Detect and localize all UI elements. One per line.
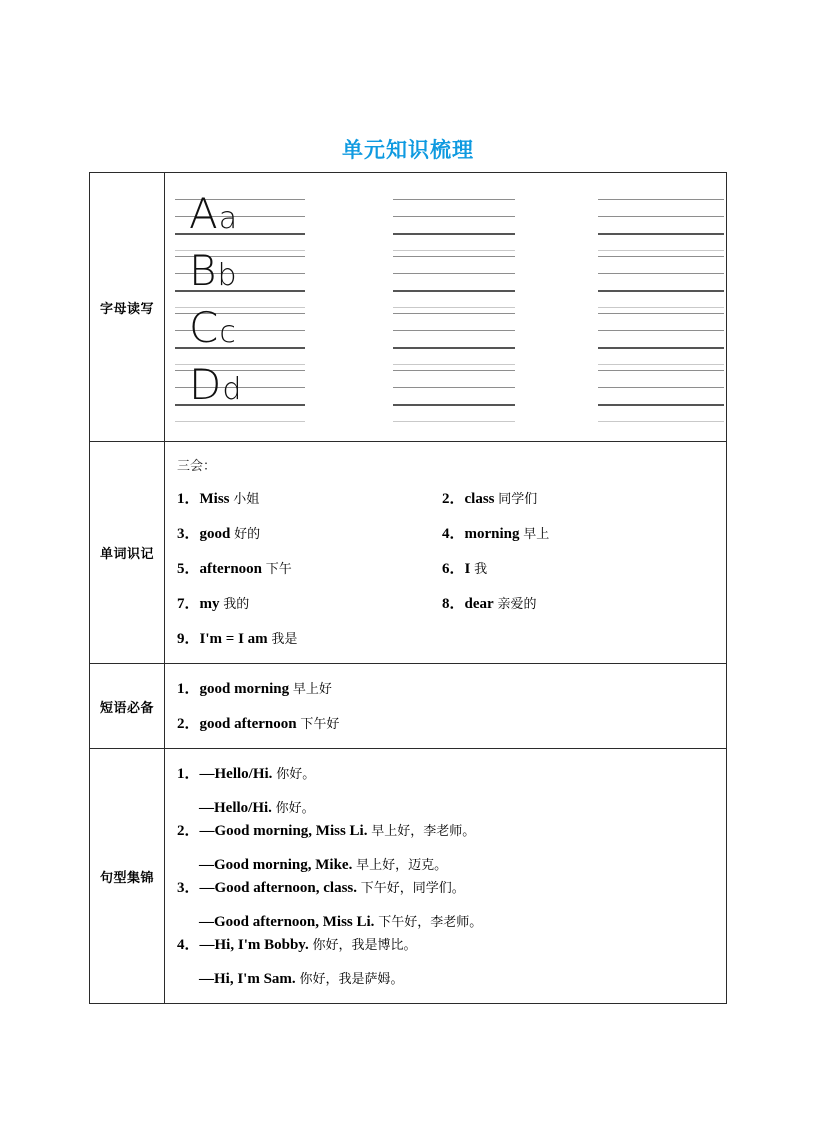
item-english: —Good afternoon, class. (199, 880, 358, 896)
item-number: 2． (177, 716, 200, 732)
vocabulary-row (177, 522, 726, 543)
handwriting-line-group[interactable] (598, 310, 724, 367)
handwriting-line-group[interactable] (393, 253, 515, 310)
vocabulary-item (177, 627, 442, 648)
item-english: I'm = I am (199, 631, 268, 647)
guide-line-mid (393, 330, 515, 331)
sentences-cell (165, 749, 727, 1004)
guide-line-baseline (598, 290, 724, 292)
item-number: 4． (442, 526, 465, 542)
letter-glyph-a: Aa (189, 189, 239, 238)
vocabulary-row (177, 627, 726, 648)
sentence-group (177, 876, 726, 931)
item-english: —Hello/Hi. (199, 766, 273, 782)
item-english: morning (464, 526, 520, 542)
row-label-letter-practice: 字母读写 (90, 173, 165, 442)
letter-practice-columns (165, 184, 726, 430)
letter-glyph-c: Cc (189, 303, 237, 352)
item-number: 1． (177, 681, 200, 697)
item-chinese: 小姐 (233, 492, 260, 507)
guide-line-descender (598, 364, 724, 365)
page-title: 单元知识梳理 (342, 138, 474, 162)
sentence-line (177, 797, 726, 817)
item-chinese: 你好。 (276, 767, 316, 782)
guide-line-top (598, 370, 724, 371)
vocabulary-row (177, 487, 726, 508)
sentence-line (177, 762, 726, 783)
item-chinese: 下午 (265, 562, 292, 577)
item-english: —Good morning, Miss Li. (199, 823, 368, 839)
guide-line-descender (175, 421, 305, 422)
vocabulary-row (177, 557, 726, 578)
guide-line-mid (598, 273, 724, 274)
phrases-content (165, 664, 726, 748)
vocabulary-item (442, 592, 707, 613)
item-number: 3． (177, 526, 200, 542)
handwriting-line-group[interactable] (598, 253, 724, 310)
guide-line-baseline (393, 290, 515, 292)
handwriting-line-group[interactable] (393, 367, 515, 424)
item-english: dear (464, 596, 494, 612)
vocabulary-item (177, 592, 442, 613)
item-english: I (464, 561, 471, 577)
item-chinese: 我是 (271, 632, 298, 647)
item-chinese: 我 (474, 562, 488, 577)
item-english: Miss (199, 491, 230, 507)
guide-line-top (598, 313, 724, 314)
letter-column-filled (175, 189, 305, 420)
guide-line-descender (393, 364, 515, 365)
item-chinese: 你好，我是萨姆。 (299, 972, 404, 987)
item-number: 7． (177, 596, 200, 612)
guide-line-mid (598, 387, 724, 388)
sentence-group (177, 933, 726, 988)
guide-line-top (598, 256, 724, 257)
item-chinese: 下午好，同学们。 (360, 881, 465, 896)
item-chinese: 早上 (523, 527, 550, 542)
vocabulary-item (442, 487, 707, 508)
handwriting-line-group[interactable] (598, 196, 724, 253)
item-chinese: 早上好，李老师。 (371, 824, 476, 839)
guide-line-baseline (598, 347, 724, 349)
guide-line-mid (393, 273, 515, 274)
letter-column-blank-2[interactable] (598, 196, 724, 420)
item-number: 8． (442, 596, 465, 612)
item-number: 9． (177, 631, 200, 647)
guide-line-baseline (393, 404, 515, 406)
item-chinese: 亲爱的 (497, 597, 537, 612)
sentence-line (177, 819, 726, 840)
sentences-content (165, 749, 726, 1003)
letter-glyph-b: Bb (189, 246, 238, 295)
letter-glyph-d: Dd (189, 360, 243, 409)
unit-review-table (89, 172, 727, 1004)
item-number: 3． (177, 880, 200, 896)
guide-line-descender (393, 307, 515, 308)
guide-line-descender (393, 250, 515, 251)
item-chinese: 你好。 (275, 801, 315, 816)
vocabulary-note: 三会： (177, 459, 217, 474)
item-english: my (199, 596, 220, 612)
guide-line-descender (393, 421, 515, 422)
guide-line-mid (598, 216, 724, 217)
item-number: 5． (177, 561, 200, 577)
item-chinese: 下午好，李老师。 (378, 915, 483, 930)
vocabulary-item (177, 487, 442, 508)
item-chinese: 早上好 (292, 682, 332, 697)
guide-line-baseline (393, 233, 515, 235)
vocabulary-row (177, 592, 726, 613)
handwriting-line-group[interactable] (598, 367, 724, 424)
item-chinese: 我的 (223, 597, 250, 612)
handwriting-line-group (175, 189, 305, 253)
item-english: —Hi, I'm Bobby. (199, 937, 309, 953)
item-number: 2． (442, 491, 465, 507)
table-row-letter-practice (90, 173, 727, 442)
handwriting-line-group[interactable] (393, 196, 515, 253)
item-number: 1． (177, 491, 200, 507)
letter-column-blank-1[interactable] (393, 196, 515, 420)
item-english: good (199, 526, 231, 542)
handwriting-line-group (175, 303, 305, 367)
phrase-item (177, 677, 726, 698)
item-english: —Hi, I'm Sam. (199, 971, 296, 987)
guide-line-top (393, 199, 515, 200)
table-row-vocabulary (90, 442, 727, 664)
guide-line-mid (393, 216, 515, 217)
table-row-sentences (90, 749, 727, 1004)
handwriting-line-group[interactable] (393, 310, 515, 367)
guide-line-top (393, 256, 515, 257)
item-english: afternoon (199, 561, 263, 577)
guide-line-baseline (598, 404, 724, 406)
guide-line-top (598, 199, 724, 200)
item-chinese: 下午好 (300, 717, 340, 732)
item-english: good afternoon (199, 716, 297, 732)
item-english: —Hello/Hi. (199, 800, 272, 816)
item-number: 6． (442, 561, 465, 577)
handwriting-line-group (175, 360, 305, 424)
guide-line-baseline (393, 347, 515, 349)
guide-line-descender (598, 250, 724, 251)
item-chinese: 好的 (234, 527, 261, 542)
item-chinese: 早上好，迈克。 (356, 858, 448, 873)
guide-line-mid (598, 330, 724, 331)
sentence-line (177, 854, 726, 874)
item-english: good morning (199, 681, 290, 697)
sentence-group (177, 819, 726, 874)
item-english: class (464, 491, 495, 507)
item-number: 4． (177, 937, 200, 953)
sentence-line (177, 876, 726, 897)
item-chinese: 同学们 (498, 492, 538, 507)
vocabulary-item (177, 522, 442, 543)
vocabulary-content (165, 442, 726, 663)
guide-line-baseline (598, 233, 724, 235)
handwriting-line-group (175, 246, 305, 310)
guide-line-descender (598, 307, 724, 308)
vocabulary-item (442, 557, 707, 578)
guide-line-top (393, 313, 515, 314)
item-number: 2． (177, 823, 200, 839)
vocabulary-item (177, 557, 442, 578)
row-label-phrases: 短语必备 (90, 664, 165, 749)
sentence-line (177, 933, 726, 954)
item-english: —Good morning, Mike. (199, 857, 353, 873)
phrases-cell (165, 664, 727, 749)
guide-line-top (393, 370, 515, 371)
vocabulary-cell (165, 442, 727, 664)
guide-line-mid (393, 387, 515, 388)
item-chinese: 你好，我是博比。 (312, 938, 417, 953)
table-row-phrases (90, 664, 727, 749)
sentence-group (177, 762, 726, 817)
sentence-line (177, 911, 726, 931)
vocabulary-item (442, 522, 707, 543)
guide-line-descender (598, 421, 724, 422)
phrase-item (177, 712, 726, 733)
item-english: —Good afternoon, Miss Li. (199, 914, 375, 930)
sentence-line (177, 968, 726, 988)
row-label-vocabulary: 单词识记 (90, 442, 165, 664)
item-number: 1． (177, 766, 200, 782)
row-label-sentences: 句型集锦 (90, 749, 165, 1004)
letter-practice-cell (165, 173, 727, 442)
